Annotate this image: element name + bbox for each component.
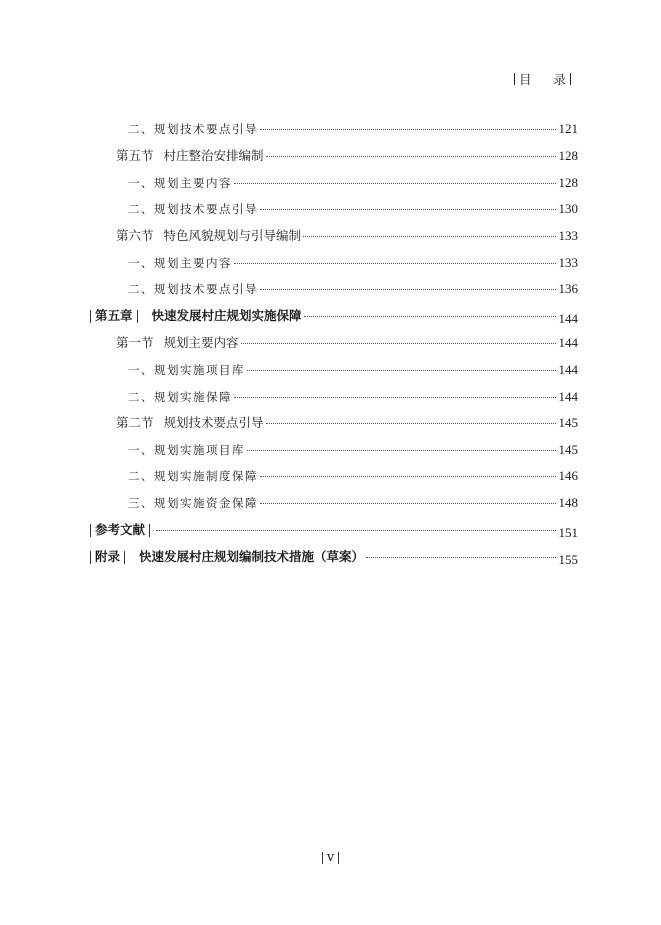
- toc-entry[interactable]: [128, 201, 578, 217]
- chapter-bar-right: [137, 310, 138, 323]
- toc-entry-title: 一、规划实施项目库: [128, 443, 245, 457]
- toc-section-label: 第二节: [116, 415, 154, 430]
- toc-entry-page: 145: [558, 415, 578, 430]
- dot-leader: [260, 503, 556, 504]
- toc-entry[interactable]: [128, 281, 578, 297]
- dot-leader: [266, 423, 556, 424]
- dot-leader: [260, 289, 556, 290]
- footer-bar-right: [338, 852, 339, 864]
- toc-section-entry[interactable]: [116, 148, 578, 164]
- toc-entry-page: 155: [558, 551, 578, 567]
- toc-entry-page: 144: [558, 362, 578, 377]
- dot-leader: [234, 183, 556, 184]
- toc-section-entry[interactable]: [116, 335, 578, 351]
- toc-entry-title: 快速发展村庄规划实施保障: [151, 308, 302, 323]
- toc-appendix-entry[interactable]: [86, 549, 578, 565]
- toc-entry-title: 规划技术要点引导: [163, 415, 264, 430]
- toc-section-entry[interactable]: [116, 228, 578, 244]
- toc-entry-title: 村庄整治安排编制: [163, 148, 264, 163]
- toc-entry-title: 特色风貌规划与引导编制: [163, 228, 302, 243]
- dot-leader: [303, 236, 555, 237]
- toc-entry-page: 121: [558, 121, 578, 136]
- toc-entry[interactable]: [128, 362, 578, 378]
- toc-entry-page: 148: [558, 495, 578, 510]
- toc-references-entry[interactable]: [86, 522, 578, 538]
- toc-entry[interactable]: [128, 121, 578, 137]
- toc-entry-title: 规划主要内容: [163, 335, 239, 350]
- dot-leader: [304, 316, 556, 317]
- toc-section-label: 第一节: [116, 335, 154, 350]
- toc-entry-page: 133: [558, 255, 578, 270]
- toc-entry-page: 136: [558, 281, 578, 296]
- toc-entry-title: 一、规划实施项目库: [128, 363, 245, 377]
- dot-leader: [234, 263, 556, 264]
- toc-entry-page: 144: [558, 389, 578, 404]
- toc-chapter-label: 第五章: [95, 308, 133, 323]
- header-divider-right: [570, 73, 571, 85]
- header-text-lu: 录: [553, 72, 566, 87]
- page-footer: [0, 850, 661, 865]
- dot-leader: [247, 450, 556, 451]
- header-text-mu: 目: [518, 72, 532, 87]
- dot-leader: [156, 530, 555, 531]
- toc-entry-page: 133: [558, 228, 578, 243]
- toc-entry-title: 二、规划实施保障: [128, 390, 232, 404]
- toc-entry-title: 二、规划实施制度保障: [128, 469, 258, 483]
- dot-leader: [260, 209, 556, 210]
- chapter-bar-left: [90, 524, 91, 537]
- toc-entry[interactable]: [128, 495, 578, 511]
- running-header: [510, 70, 575, 88]
- toc-section-label: 第五节: [116, 148, 154, 163]
- toc-chapter-entry[interactable]: [86, 308, 578, 324]
- toc-chapter-label: 参考文献: [95, 522, 146, 537]
- toc-entry-page: 128: [558, 175, 578, 190]
- dot-leader: [366, 557, 555, 558]
- toc-entry[interactable]: [128, 255, 578, 271]
- toc-entry-page: 144: [558, 310, 578, 326]
- toc-entry[interactable]: [128, 389, 578, 405]
- chapter-bar-left: [90, 310, 91, 323]
- page-number: v: [326, 850, 335, 865]
- dot-leader: [234, 397, 556, 398]
- dot-leader: [247, 370, 556, 371]
- toc-chapter-label: 附录: [95, 549, 121, 564]
- toc-entry-page: 144: [558, 335, 578, 350]
- toc-entry-title: 二、规划技术要点引导: [128, 202, 258, 216]
- toc-entry-title: 一、规划主要内容: [128, 176, 232, 190]
- chapter-bar-left: [90, 551, 91, 564]
- toc-entry[interactable]: [128, 442, 578, 458]
- toc-entry-title: 二、规划技术要点引导: [128, 122, 258, 136]
- footer-bar-left: [322, 852, 323, 864]
- header-divider-left: [514, 73, 515, 85]
- dot-leader: [266, 156, 556, 157]
- toc-entry-title: 一、规划主要内容: [128, 256, 232, 270]
- toc-section-entry[interactable]: [116, 415, 578, 431]
- toc-entry[interactable]: [128, 175, 578, 191]
- toc-entry-title: 二、规划技术要点引导: [128, 282, 258, 296]
- toc-entry-page: 128: [558, 148, 578, 163]
- chapter-bar-right: [149, 524, 150, 537]
- toc-entry-title: 三、规划实施资金保障: [128, 496, 258, 510]
- dot-leader: [260, 476, 556, 477]
- toc-entry-title: 快速发展村庄规划编制技术措施（草案）: [139, 549, 365, 564]
- toc-entry-page: 130: [558, 201, 578, 216]
- toc-entry-page: 151: [558, 524, 578, 540]
- toc-entry-page: 145: [558, 442, 578, 457]
- dot-leader: [241, 343, 556, 344]
- chapter-bar-right: [124, 551, 125, 564]
- toc-section-label: 第六节: [116, 228, 154, 243]
- toc-entry[interactable]: [128, 468, 578, 484]
- dot-leader: [260, 129, 556, 130]
- toc-entry-page: 146: [558, 468, 578, 483]
